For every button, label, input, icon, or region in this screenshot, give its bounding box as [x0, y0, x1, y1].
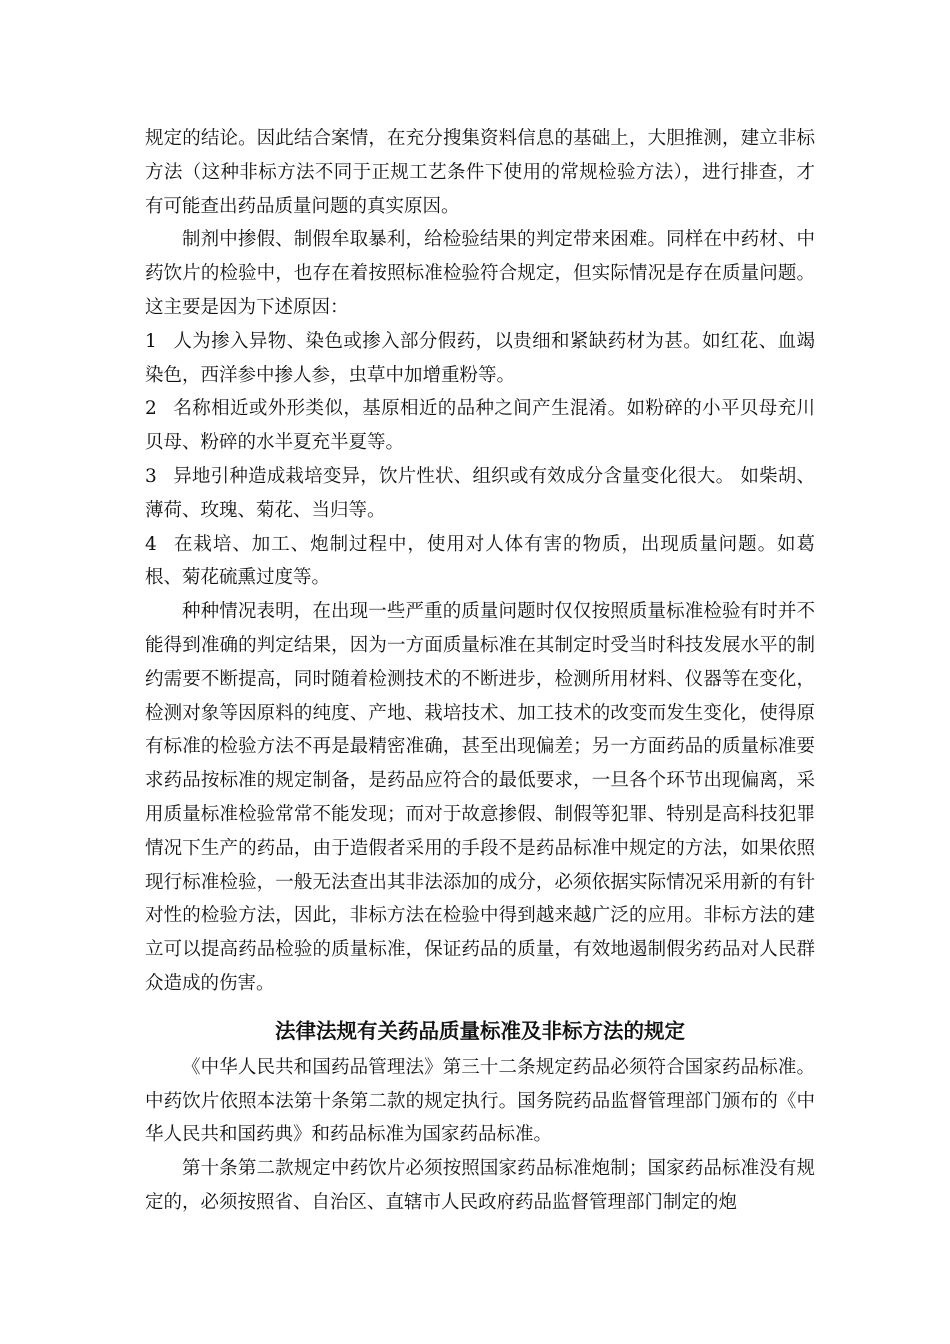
paragraph-situations: 种种情况表明，在出现一些严重的质量问题时仅仅按照质量标准检验有时并不能得到准确的判定结果，因为一方面质量标准在其制定时受当时科技发展水平的制约需要不断提高，同时随着检测技术的不断进步，检测所用材料、仪器等在变化，检测对象等因原料的纯度、产地、栽培技术、加工技术的改变而发生变化，使得原有标准的检验方法不再是最精密准确，甚至出现偏差；另一方面药品的质量标准要求药品按标准的规定制备，是药品应符合的最低要求，一旦各个环节出现偏离，采用质量标准检验常常不能发现；而对于故意掺假、制假等犯罪、特别是高科技犯罪情况下生产的药品，由于造假者采用的手段不是药品标准中规定的方法，如果依照现行标准检验，一般无法查出其非法添加的成分，必须依据实际情况采用新的有针对性的检验方法，因此，非标方法在检验中得到越来越广泛的应用。非标方法的建立可以提高药品检验的质量标准，保证药品的质量，有效地遏制假劣药品对人民群众造成的伤害。 — [145, 601, 815, 994]
list-item-3 — [145, 460, 815, 528]
list-item-1 — [145, 325, 815, 393]
list-item-2 — [145, 392, 815, 460]
paragraph-conclusion: 规定的结论。因此结合案情，在充分搜集资料信息的基础上，大胆推测，建立非标方法（这种非标方法不同于正规工艺条件下使用的常规检验方法），进行排查，才有可能查出药品质量问题的真实原因。 — [145, 128, 815, 217]
list-item-4 — [145, 528, 815, 596]
list-item-number: 1 — [145, 330, 157, 352]
list-item-text: 人为掺入异物、染色或掺入部分假药，以贵细和紧缺药材为甚。如红花、血竭染色，西洋参中掺人参，虫草中加增重粉等。 — [145, 330, 815, 386]
list-item-text: 在栽培、加工、炮制过程中，使用对人体有害的物质，出现质量问题。如葛根、菊花硫熏过度等。 — [145, 533, 815, 589]
list-item-text: 异地引种造成栽培变异，饮片性状、组织或有效成分含量变化很大。 如柴胡、薄荷、玫瑰、菊花、当归等。 — [145, 465, 815, 521]
document-body — [145, 122, 815, 1220]
list-item-number: 3 — [145, 465, 157, 487]
list-item-number: 2 — [145, 398, 157, 420]
paragraph-article-ten: 第十条第二款规定中药饮片必须按照国家药品标准炮制；国家药品标准没有规定的，必须按照省、自治区、直辖市人民政府药品监督管理部门制定的炮 — [145, 1158, 815, 1213]
paragraph-drug-law: 《中华人民共和国药品管理法》第三十二条规定药品必须符合国家药品标准。中药饮片依照本法第十条第二款的规定执行。国务院药品监督管理部门颁布的《中华人民共和国药典》和药品标准为国家药品标准。 — [145, 1056, 815, 1146]
paragraph-adulteration: 制剂中掺假、制假牟取暴利，给检验结果的判定带来困难。同样在中药材、中药饮片的检验中，也存在着按照标准检验符合规定，但实际情况是存在质量问题。这主要是因为下述原因： — [145, 229, 815, 318]
list-item-number: 4 — [145, 533, 157, 555]
section-title: 法律法规有关药品质量标准及非标方法的规定 — [275, 1018, 685, 1043]
list-item-text: 名称相近或外形类似，基原相近的品种之间产生混淆。如粉碎的小平贝母充川贝母、粉碎的水半夏充半夏等。 — [145, 398, 815, 454]
